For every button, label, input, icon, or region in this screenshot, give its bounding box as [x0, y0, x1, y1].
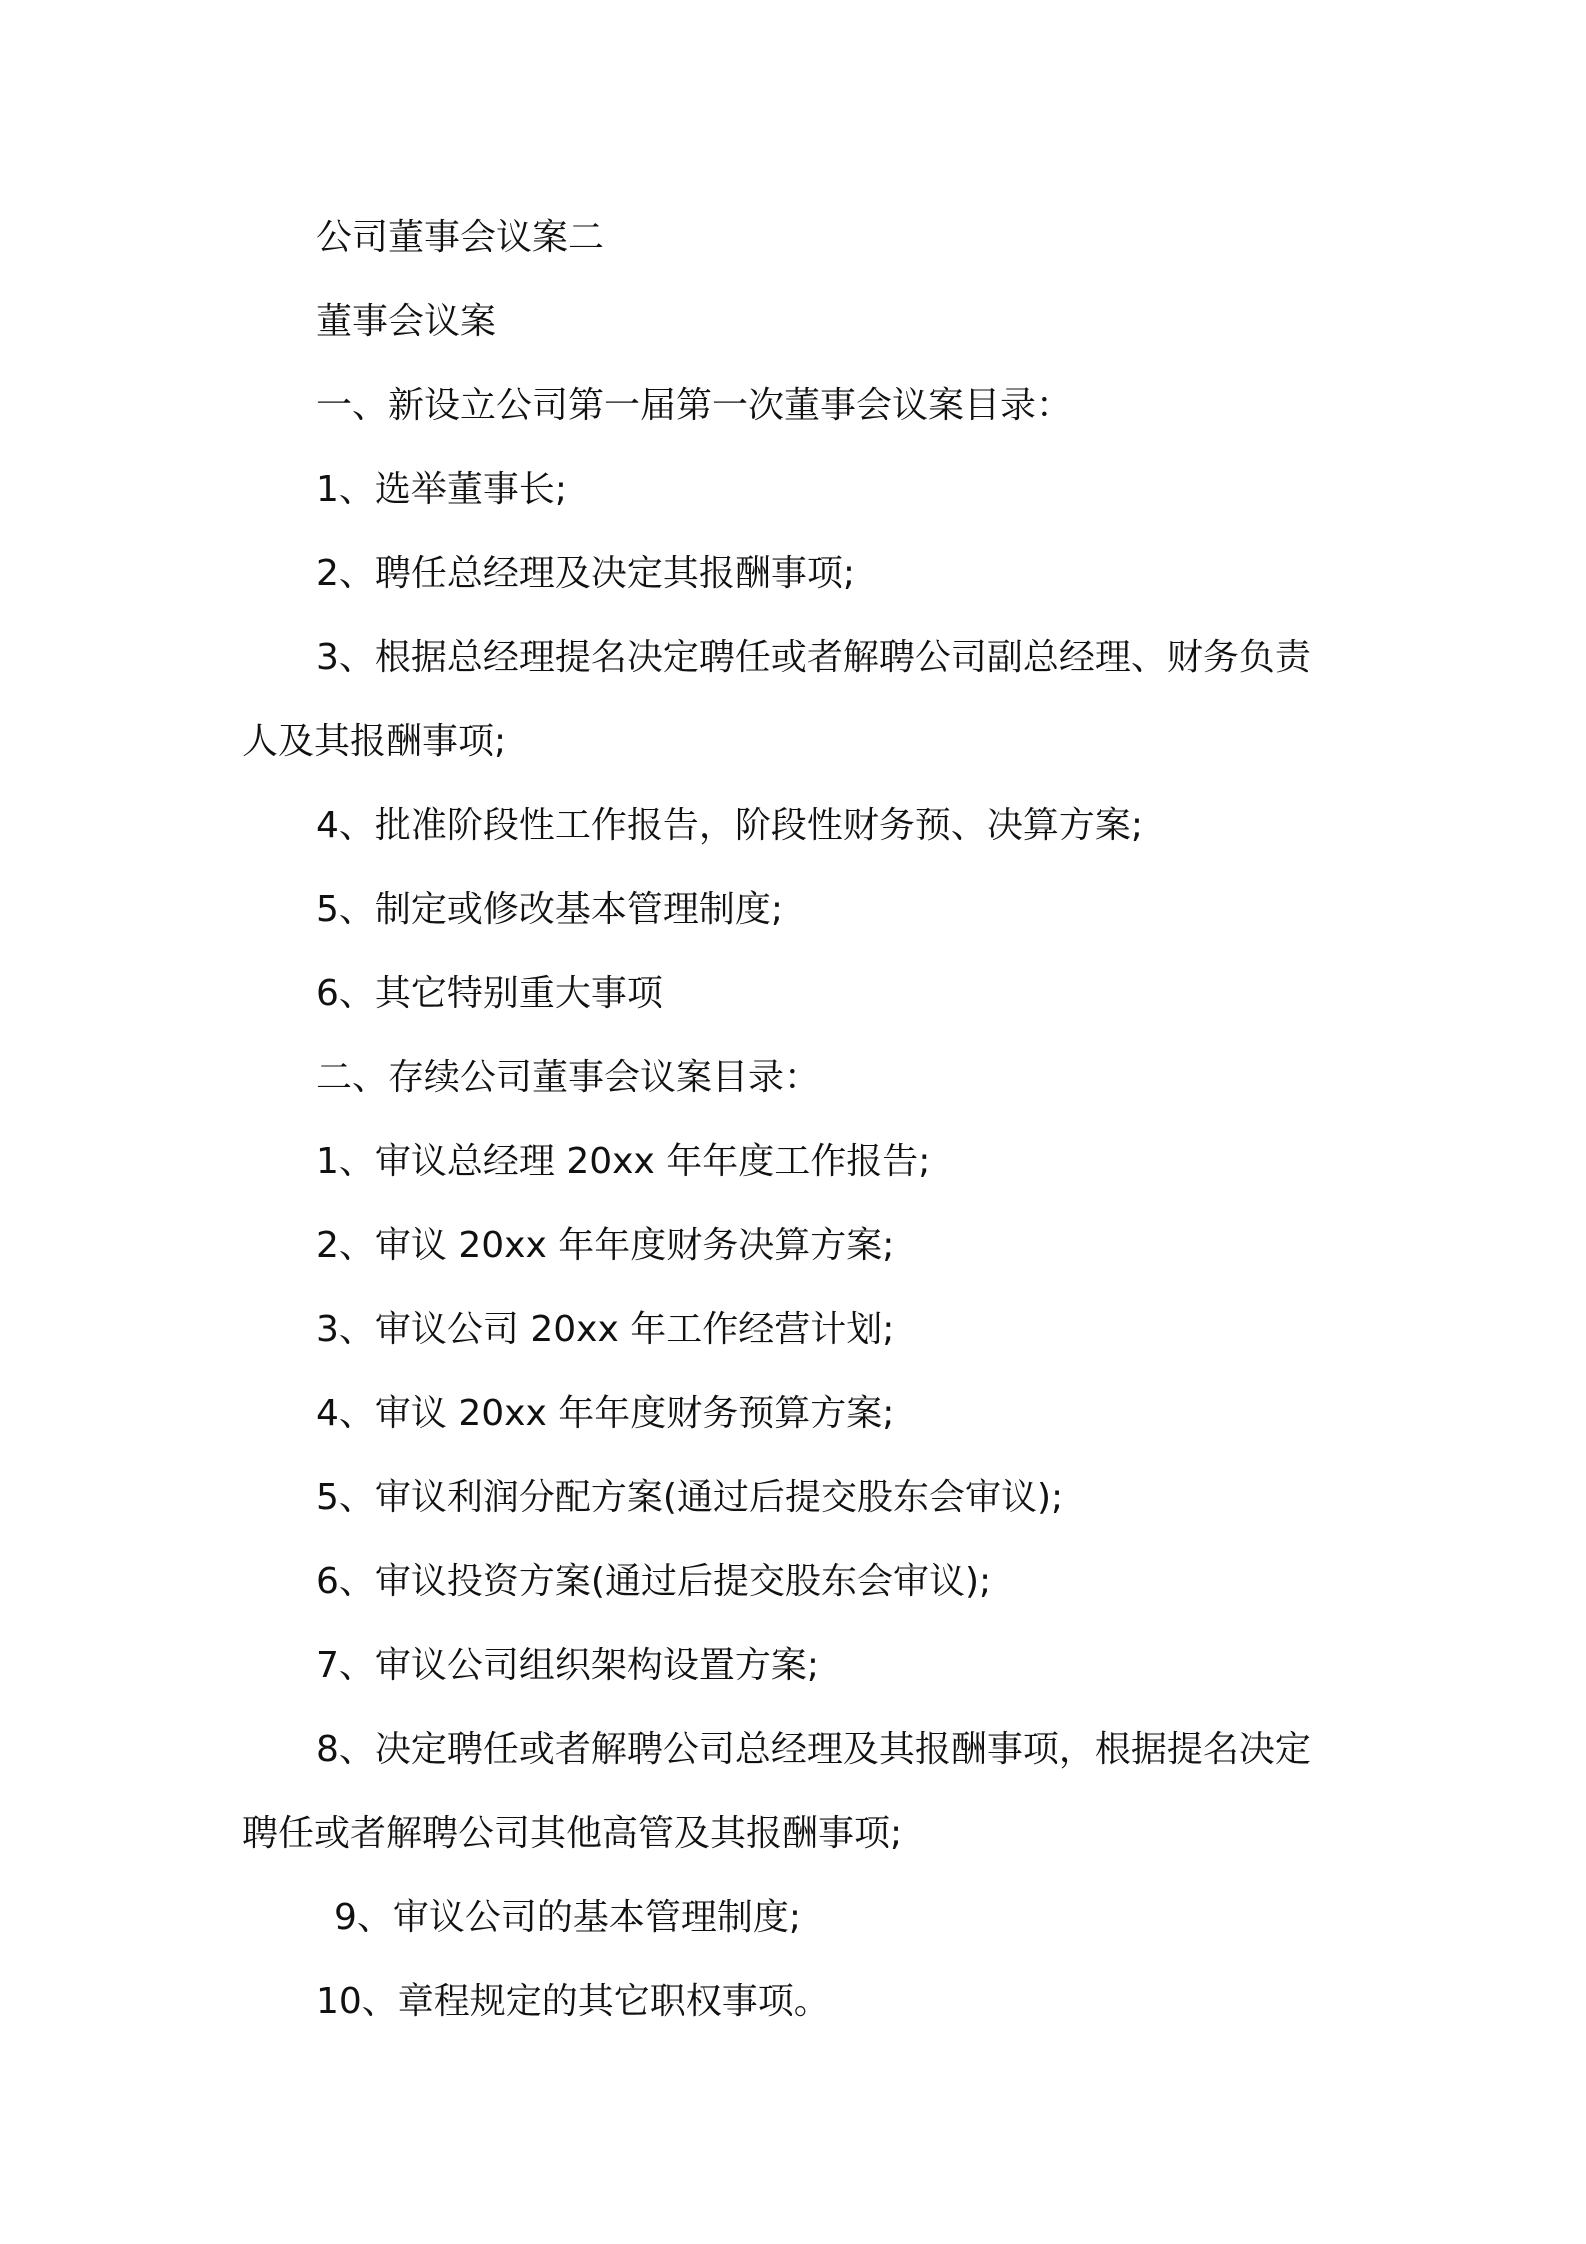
section-heading-1: 一、新设立公司第一届第一次董事会议案目录：	[316, 385, 1073, 426]
section-heading-2: 二、存续公司董事会议案目录：	[316, 1057, 821, 1098]
list-item: 4、批准阶段性工作报告，阶段性财务预、决算方案;	[316, 805, 1144, 846]
list-item: 1、选举董事长;	[316, 469, 568, 510]
document-title: 公司董事会议案二	[316, 217, 605, 258]
list-item: 10、章程规定的其它职权事项。	[316, 1981, 830, 2022]
list-item: 8、决定聘任或者解聘公司总经理及其报酬事项，根据提名决定	[316, 1729, 1311, 1770]
list-item: 3、根据总经理提名决定聘任或者解聘公司副总经理、财务负责	[316, 637, 1311, 678]
list-item: 6、其它特别重大事项	[316, 973, 663, 1014]
document-body	[242, 196, 1362, 2044]
list-item: 6、审议投资方案(通过后提交股东会审议);	[316, 1561, 992, 1602]
list-item: 5、制定或修改基本管理制度;	[316, 889, 784, 930]
list-item: 2、聘任总经理及决定其报酬事项;	[316, 553, 856, 594]
list-item: 3、审议公司 20xx 年工作经营计划;	[316, 1309, 895, 1350]
list-item-continuation: 人及其报酬事项;	[242, 721, 507, 762]
list-item: 7、审议公司组织架构设置方案;	[316, 1645, 820, 1686]
list-item: 1、审议总经理 20xx 年年度工作报告;	[316, 1141, 931, 1182]
list-item: 9、审议公司的基本管理制度;	[334, 1897, 802, 1938]
list-item: 4、审议 20xx 年年度财务预算方案;	[316, 1393, 895, 1434]
section-heading: 董事会议案	[316, 301, 497, 342]
list-item: 2、审议 20xx 年年度财务决算方案;	[316, 1225, 895, 1266]
list-item: 5、审议利润分配方案(通过后提交股东会审议);	[316, 1477, 1064, 1518]
list-item-continuation: 聘任或者解聘公司其他高管及其报酬事项;	[242, 1813, 903, 1854]
